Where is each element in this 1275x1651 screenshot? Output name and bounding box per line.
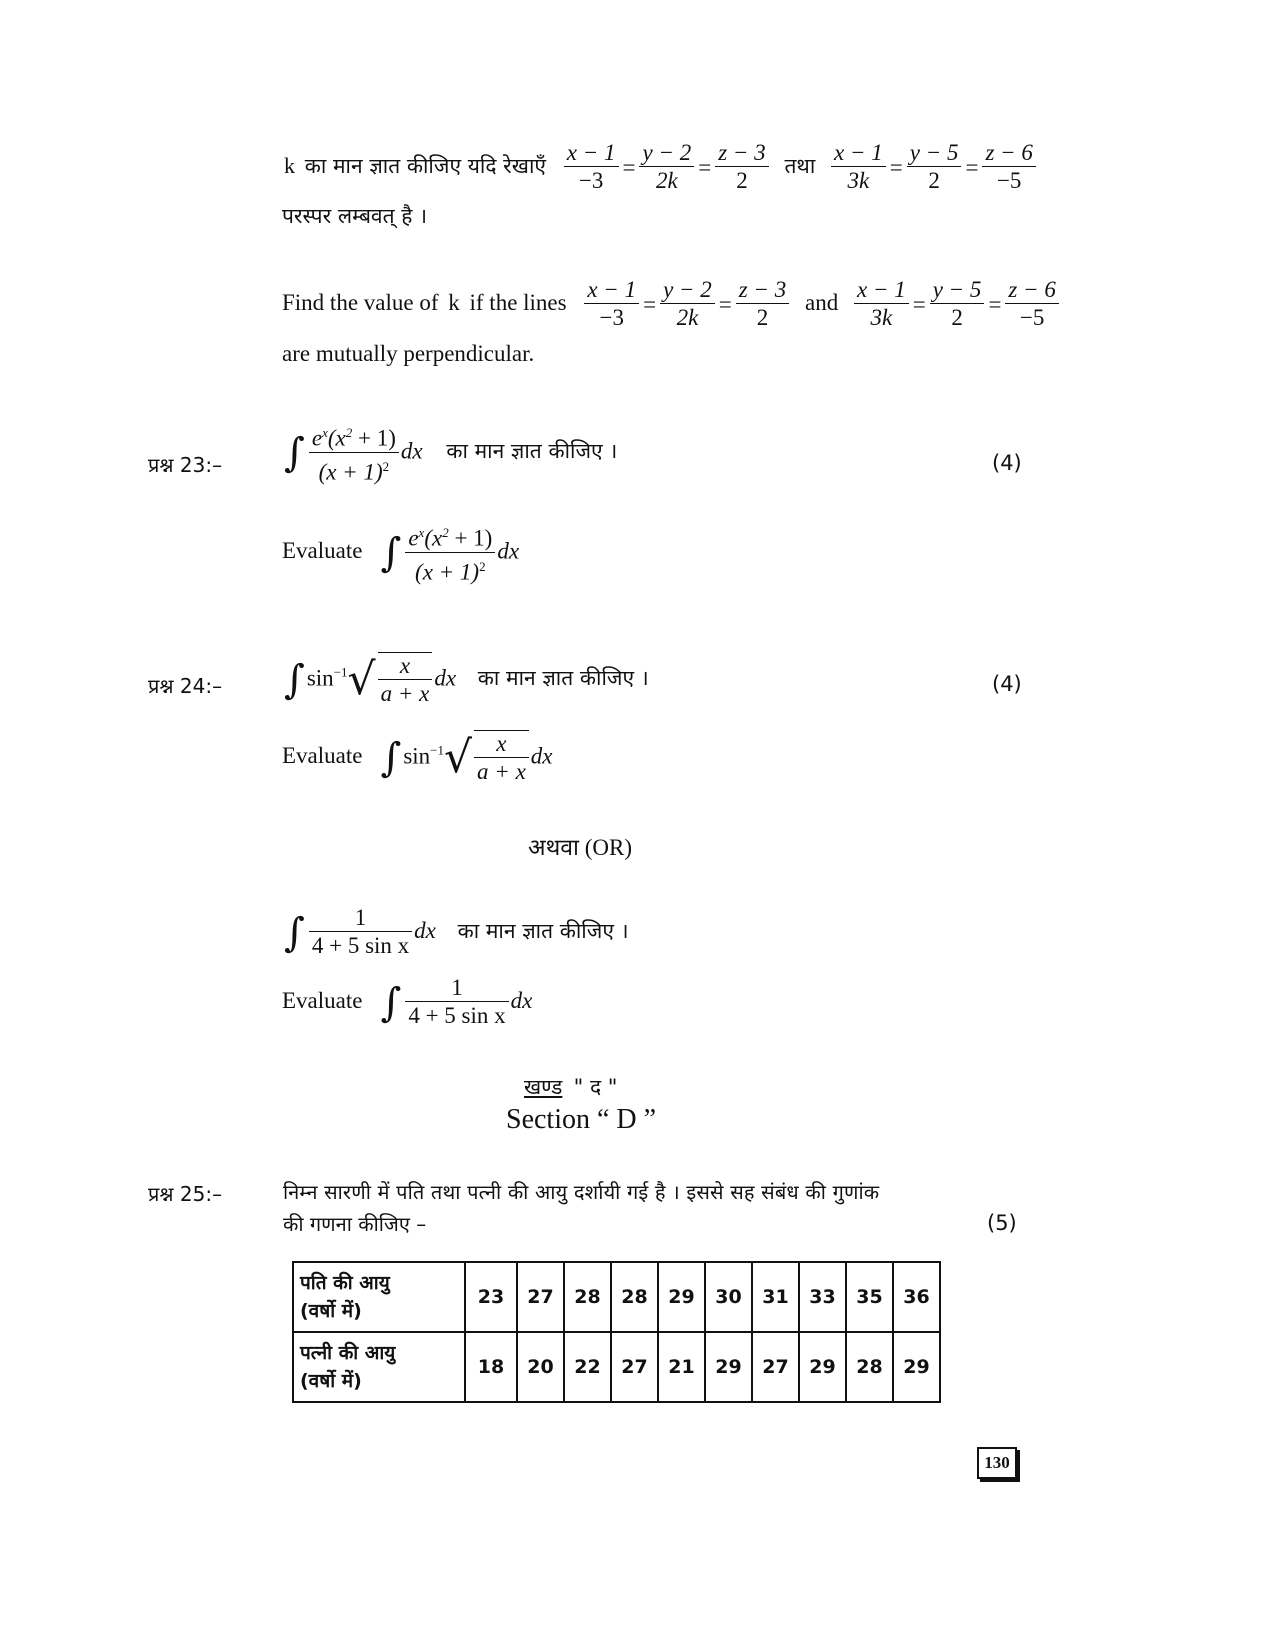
q24-hindi-line bbox=[284, 652, 649, 708]
q24-alt-integrand bbox=[405, 975, 508, 1030]
fraction-denominator: 2 bbox=[736, 168, 748, 193]
square-root bbox=[348, 652, 435, 708]
q23-integrand bbox=[405, 520, 495, 586]
numerator-part: + 1) bbox=[352, 425, 396, 451]
q24-alt-hindi-suffix: का मान ज्ञात कीजिए । bbox=[457, 918, 629, 943]
q23-hindi-line bbox=[284, 420, 617, 486]
exp-base: e bbox=[311, 425, 323, 451]
row-header-line: पत्नी की आयु bbox=[300, 1342, 396, 1364]
table-cell: 28 bbox=[611, 1262, 658, 1332]
q22-english-suffix: are mutually perpendicular. bbox=[282, 341, 535, 366]
table-cell: 29 bbox=[799, 1332, 846, 1402]
table-cell: 28 bbox=[846, 1332, 893, 1402]
q22-hindi-suffix: परस्पर लम्बवत् है । bbox=[282, 204, 428, 228]
row-header-wife-age bbox=[293, 1332, 465, 1402]
exponent: 2 bbox=[345, 425, 353, 440]
age-table bbox=[292, 1261, 941, 1403]
fraction-denominator: −3 bbox=[578, 168, 604, 193]
table-cell: 36 bbox=[893, 1262, 940, 1332]
fraction-numerator: y − 5 bbox=[907, 140, 962, 167]
q25-marks: (5) bbox=[987, 1211, 1017, 1235]
table-cell: 29 bbox=[658, 1262, 705, 1332]
table-cell: 28 bbox=[564, 1262, 611, 1332]
table-cell: 35 bbox=[846, 1262, 893, 1332]
fraction-denominator: 2k bbox=[655, 168, 678, 193]
radical-sign: √ bbox=[444, 732, 473, 783]
q22-hindi-prefix: का मान ज्ञात कीजिए यदि रेखाएँ bbox=[304, 153, 547, 178]
fraction-denominator: 3k bbox=[847, 168, 870, 193]
fraction-numerator: y − 2 bbox=[660, 277, 715, 304]
differential: dx bbox=[434, 665, 457, 691]
q23-label: प्रश्न 23:– bbox=[148, 453, 223, 477]
q24-english-line bbox=[282, 730, 553, 786]
row-header-line: (वर्षो में) bbox=[300, 1300, 362, 1322]
fraction-numerator: z − 6 bbox=[1005, 277, 1058, 304]
q22-hindi-joiner: तथा bbox=[784, 153, 816, 178]
k-variable: k bbox=[448, 289, 460, 315]
section-heading-english: Section “ D ” bbox=[506, 1104, 657, 1135]
q22-line2-equation: $\frac{x - 1}{3k}$ = $\frac{y - 5}{2}$ = $\frac{z - 6}{-5}$ bbox=[852, 290, 1061, 315]
q24-hindi-suffix: का मान ज्ञात कीजिए । bbox=[477, 666, 649, 691]
table-cell: 33 bbox=[799, 1262, 846, 1332]
q22-hindi-line bbox=[284, 140, 1038, 195]
fraction-denominator: a + x bbox=[477, 759, 526, 784]
fraction-denominator: 2 bbox=[756, 305, 769, 330]
table-cell: 23 bbox=[465, 1262, 517, 1332]
square-root bbox=[444, 730, 531, 786]
inverse-exponent: −1 bbox=[333, 664, 348, 680]
fraction-numerator: x − 1 bbox=[854, 277, 909, 304]
table-cell: 18 bbox=[465, 1332, 517, 1402]
table-row bbox=[293, 1262, 940, 1332]
fraction-denominator: a + x bbox=[380, 681, 430, 706]
exponent: 2 bbox=[382, 458, 390, 474]
fraction-denominator: 2 bbox=[951, 305, 963, 330]
fraction-numerator: x bbox=[474, 731, 529, 758]
integral-sign: ∫ bbox=[380, 530, 402, 577]
section-hindi-letter: " द " bbox=[573, 1075, 618, 1099]
table-cell: 27 bbox=[611, 1332, 658, 1402]
exp-base: e bbox=[408, 525, 419, 551]
k-variable: k bbox=[284, 152, 295, 178]
q22-line1-equation: $\frac{x - 1}{-3}$ = $\frac{y - 2}{2k}$ = $\frac{z - 3}{2}$ bbox=[562, 153, 777, 178]
differential: dx bbox=[497, 538, 520, 564]
row-header-line: पति की आयु bbox=[300, 1272, 390, 1294]
q23-hindi-suffix: का मान ज्ञात कीजिए । bbox=[446, 439, 618, 464]
table-row bbox=[293, 1332, 940, 1402]
fraction-denominator: 2 bbox=[928, 168, 940, 193]
fraction-numerator: x − 1 bbox=[584, 277, 639, 304]
q22-line2-equation: $\frac{x - 1}{3k}$ = $\frac{y - 5}{2}$ = $\frac{z - 6}{-5}$ bbox=[829, 153, 1038, 178]
q24-alt-english-line bbox=[282, 975, 532, 1030]
differential: dx bbox=[510, 987, 533, 1013]
exponent: 2 bbox=[479, 558, 486, 574]
integral-sign: ∫ bbox=[380, 979, 402, 1026]
table-cell: 29 bbox=[705, 1332, 752, 1402]
radical-sign: √ bbox=[347, 654, 376, 705]
q24-alt-english-prefix: Evaluate bbox=[282, 987, 363, 1013]
q25-text-line2: की गणना कीजिए – bbox=[283, 1212, 427, 1236]
fraction-numerator: z − 3 bbox=[736, 277, 789, 304]
table-cell: 29 bbox=[893, 1332, 940, 1402]
fraction-numerator: 1 bbox=[309, 905, 412, 932]
fraction-numerator: x − 1 bbox=[831, 140, 886, 167]
q24-label: प्रश्न 24:– bbox=[148, 674, 223, 698]
fraction-numerator: z − 3 bbox=[715, 140, 768, 167]
fraction-numerator: y − 2 bbox=[639, 140, 694, 167]
row-header-line: (वर्षो में) bbox=[300, 1370, 362, 1392]
inverse-exponent: −1 bbox=[430, 742, 444, 758]
table-cell: 27 bbox=[752, 1332, 799, 1402]
q25-label: प्रश्न 25:– bbox=[148, 1182, 223, 1206]
numerator-part: + 1) bbox=[448, 525, 493, 551]
fraction-denominator: 2k bbox=[676, 305, 699, 330]
numerator-part: (x bbox=[424, 525, 443, 551]
q23-english-prefix: Evaluate bbox=[282, 538, 363, 564]
fraction-denominator: −5 bbox=[996, 168, 1022, 193]
numerator-part: (x bbox=[327, 425, 346, 451]
or-divider: अथवा (OR) bbox=[528, 835, 633, 860]
q22-english-joiner: and bbox=[805, 289, 839, 315]
denominator-part: (x + 1) bbox=[415, 559, 480, 585]
exponent: 2 bbox=[442, 525, 449, 540]
table-cell: 21 bbox=[658, 1332, 705, 1402]
fraction-numerator: x − 1 bbox=[564, 140, 619, 167]
fraction-numerator: x bbox=[378, 653, 433, 680]
differential: dx bbox=[400, 438, 423, 464]
exponent: x bbox=[418, 525, 425, 540]
integral-sign: ∫ bbox=[284, 909, 305, 956]
differential: dx bbox=[414, 917, 436, 943]
table-cell: 27 bbox=[517, 1262, 564, 1332]
denominator-part: (x + 1) bbox=[318, 459, 383, 485]
q23-marks: (4) bbox=[992, 451, 1022, 475]
fraction-denominator: 4 + 5 sin x bbox=[311, 933, 410, 958]
q23-english-line bbox=[282, 520, 519, 586]
integral-sign: ∫ bbox=[284, 430, 305, 477]
q24-english-prefix: Evaluate bbox=[282, 743, 363, 769]
q24-alt-integrand bbox=[309, 905, 412, 960]
q22-english-line bbox=[282, 277, 1061, 332]
integral-sign: ∫ bbox=[380, 735, 402, 781]
sin-function: sin bbox=[306, 665, 334, 691]
table-cell: 31 bbox=[752, 1262, 799, 1332]
differential: dx bbox=[530, 743, 553, 769]
fraction-denominator: 4 + 5 sin x bbox=[408, 1003, 506, 1028]
section-hindi-word: खण्ड bbox=[524, 1075, 563, 1099]
q24-alt-hindi-line bbox=[284, 905, 629, 960]
q23-integrand bbox=[309, 420, 399, 486]
fraction-numerator: z − 6 bbox=[982, 140, 1035, 167]
sin-function: sin bbox=[403, 743, 431, 769]
q25-text-line1: निम्न सारणी में पति तथा पत्नी की आयु दर्शायी गई है । इससे सह संबंध की गुणांक bbox=[283, 1180, 880, 1204]
row-header-husband-age bbox=[293, 1262, 465, 1332]
fraction-numerator: 1 bbox=[405, 975, 508, 1002]
q22-line1-equation: $\frac{x - 1}{-3}$ = $\frac{y - 2}{2k}$ = $\frac{z - 3}{2}$ bbox=[582, 290, 797, 315]
fraction-denominator: −3 bbox=[599, 305, 624, 330]
section-heading-hindi bbox=[524, 1073, 617, 1101]
fraction-denominator: −5 bbox=[1019, 305, 1045, 330]
fraction-numerator: y − 5 bbox=[930, 277, 985, 304]
table-cell: 20 bbox=[517, 1332, 564, 1402]
integral-sign: ∫ bbox=[284, 657, 305, 703]
exponent: x bbox=[322, 425, 328, 440]
page-number: 130 bbox=[977, 1447, 1017, 1479]
table-cell: 22 bbox=[564, 1332, 611, 1402]
q22-english-mid: if the lines bbox=[469, 289, 567, 315]
q24-marks: (4) bbox=[992, 672, 1022, 696]
fraction-denominator: 3k bbox=[870, 305, 893, 330]
q22-english-prefix: Find the value of bbox=[282, 289, 439, 315]
table-cell: 30 bbox=[705, 1262, 752, 1332]
